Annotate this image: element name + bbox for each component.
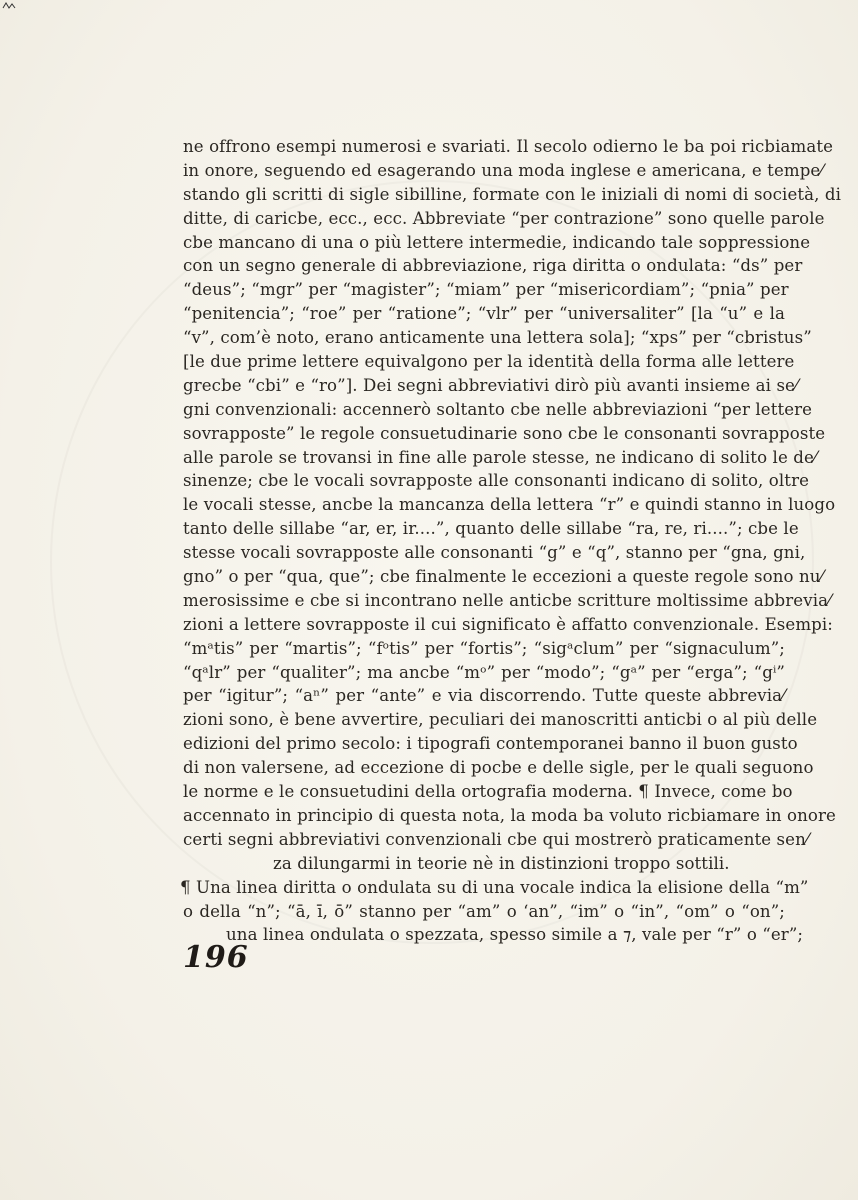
text-line: gno” o per “qua, que”; cbe finalmente le eccezioni a queste regole sono nu⁄ [183,567,824,587]
text-line: “v”, com’è noto, erano anticamente una lettera sola]; “xps” per “cbristus” [183,328,812,348]
text-line: grecbe “cbi” e “ro”]. Dei segni abbreviativi dirò più avanti insieme ai se⁄ [183,375,798,395]
text-line: le vocali stesse, ancbe la mancanza della lettera “r” e quindi stanno in luogo [183,495,836,515]
text-line: sinenze; cbe le vocali sovrapposte alle consonanti indicano di solito, oltre [183,471,810,491]
text-line-paragraph-start: ¶ Una linea diritta o ondulata su di una vocale indica la elisione della “m” [180,877,809,897]
text-line: zioni sono, è bene avvertire, peculiari dei manoscritti anticbi o al più delle [183,710,818,730]
scan-corner-mark [2,2,16,10]
text-line-indented: una linea ondulata o spezzata, spesso simile a ⁊, vale per “r” o “er”; [226,925,804,945]
text-line: cbe mancano di una o più lettere intermedie, indicando tale soppressione [183,232,811,252]
text-line: certi segni abbreviativi convenzionali cbe qui mostrerò praticamente sen⁄ [183,829,809,849]
text-line: le norme e le consuetudini della ortografia moderna. ¶ Invece, come bo [183,782,793,802]
body-text [180,135,842,947]
text-line: gni convenzionali: accennerò soltanto cbe nelle abbreviazioni “per lettere [183,399,813,419]
text-line: merosissime e cbe si incontrano nelle anticbe scritture moltissime abbrevia⁄ [183,590,831,610]
text-line: sovrapposte” le regole consuetudinarie sono cbe le consonanti sovrapposte [183,423,826,443]
page-number: 196 [183,940,249,975]
text-line: ditte, di caricbe, ecc., ecc. Abbreviate “per contrazione” sono quelle parole [183,208,825,228]
text-line: o della “n”; “ā, ī, ō” stanno per “am” o ‘an”, “im” o “in”, “om” o “on”; [183,901,785,921]
text-line: con un segno generale di abbreviazione, riga diritta o ondulata: “ds” per [183,256,803,276]
text-line: zioni a lettere sovrapposte il cui significato è affatto convenzionale. Esempi: [183,614,833,634]
text-line-centered: za dilungarmi in teorie nè in distinzioni troppo sottili. [273,853,730,873]
text-line: alle parole se trovansi in fine alle parole stesse, ne indicano di solito le de⁄ [183,447,817,467]
text-line: per “igitur”; “aⁿ” per “ante” e via discorrendo. Tutte queste abbrevia⁄ [183,686,785,706]
text-line: “qᵃlr” per “qualiter”; ma ancbe “mᵒ” per “modo”; “gᵃ” per “erga”; “gⁱ” [183,662,785,682]
text-line: di non valersene, ad eccezione di pocbe e delle sigle, per le quali seguono [183,758,814,778]
text-line: “deus”; “mgr” per “magister”; “miam” per “misericordiam”; “pnia” per [183,280,789,300]
text-line: in onore, seguendo ed esagerando una moda inglese e americana, e tempe⁄ [183,160,824,180]
text-line: stando gli scritti di sigle sibilline, formate con le iniziali di nomi di società, di [183,184,842,204]
text-line: edizioni del primo secolo: i tipografi contemporanei banno il buon gusto [183,734,798,754]
text-line: tanto delle sillabe “ar, er, ir....”, quanto delle sillabe “ra, re, ri....”; cbe le [183,519,799,539]
text-line: ne offrono esempi numerosi e svariati. Il secolo odierno le ba poi ricbiamate [183,137,834,156]
text-line: [le due prime lettere equivalgono per la identità della forma alle lettere [183,352,795,372]
text-line: stesse vocali sovrapposte alle consonanti “g” e “q”, stanno per “gna, gni, [183,543,806,563]
text-line: “mᵃtis” per “martis”; “fᵒtis” per “fortis”; “sigᵃclum” per “signaculum”; [183,638,785,658]
text-line: accennato in principio di questa nota, la moda ba voluto ricbiamare in onore [183,805,836,825]
text-line: “penitencia”; “roe” per “ratione”; “vlr” per “universaliter” [la “u” e la [183,304,785,324]
